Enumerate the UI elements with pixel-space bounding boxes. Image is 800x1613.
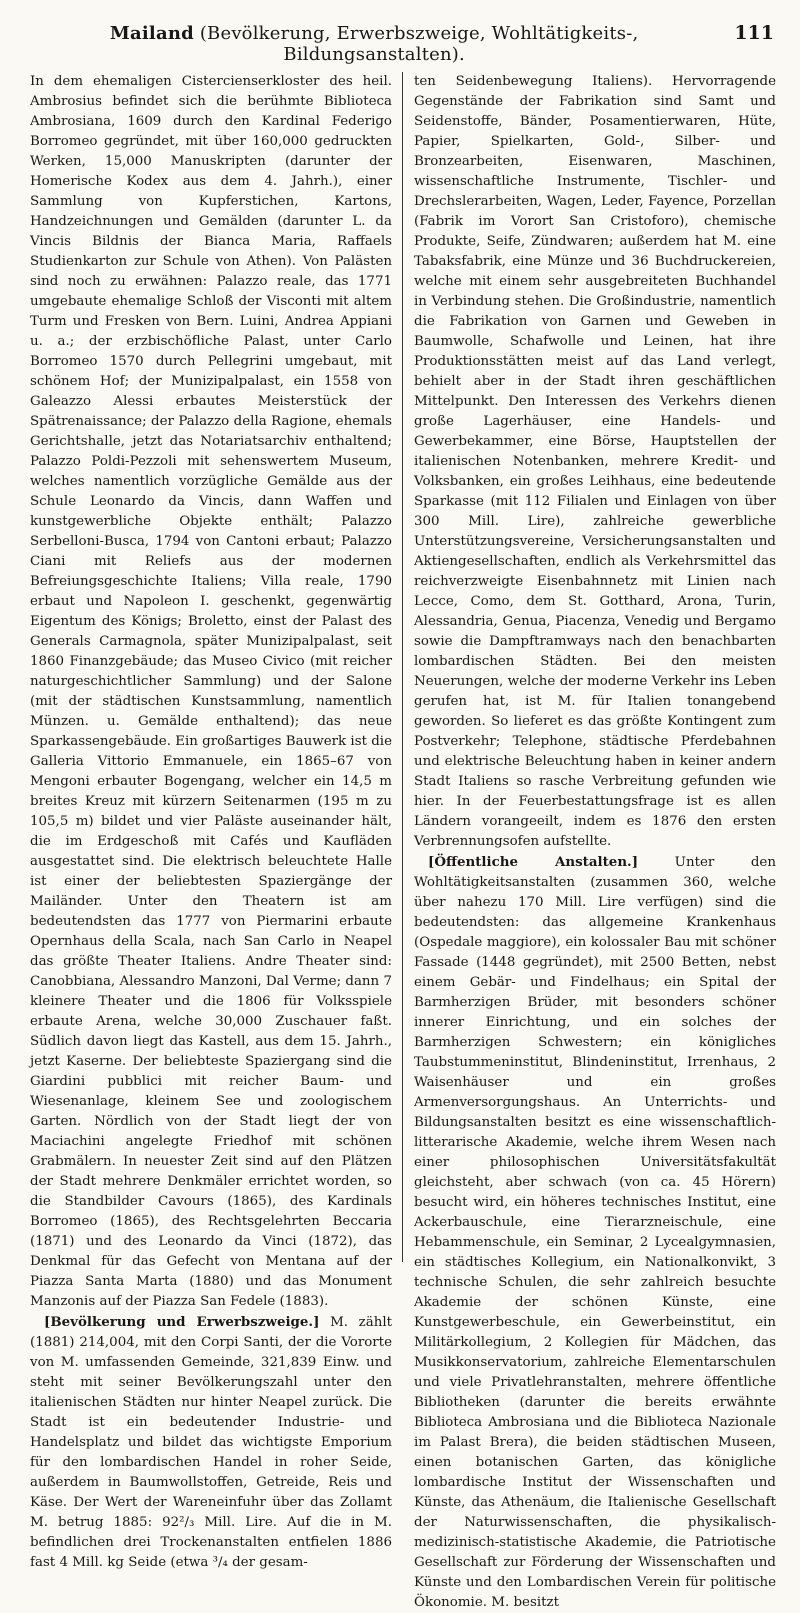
header-city: Mailand	[109, 23, 194, 44]
paragraph-population	[30, 1312, 392, 1573]
paragraph-industry: ten Seidenbewegung Italiens). Hervorragende Gegenstände der Fabrikation sind Samt und Seidenstoffe, Bänder, Posamentierwaren, Hüte, Papier, Spielkarten, Gold-, Silber- und Bronzearbeiten, Eisenwaren, Maschinen, wissenschaftliche Instrumente, Tischler- und Drechslerarbeiten, Wagen, Leder, Fayence, Porzellan (Fabrik im Vorort San Cristoforo), chemische Produkte, Seife, Zündwaren; außerdem hat M. eine Tabaksfabrik, eine Münze und 36 Buchdruckereien, welche mit einem sehr ausgebreiteten Buchhandel in Verbindung stehen. Die Großindustrie, namentlich die Fabrikation von Garnen und Geweben in Baumwolle, Schafwolle und Leinen, hat ihre Produktionsstätten meist auf das Land verlegt, behielt aber in der Stadt ihren geschäftlichen Mittelpunkt. Den Interessen des Verkehrs dienen große Lagerhäuser, eine Handels- und Gewerbekammer, eine Börse, Hauptstellen der italienischen Notenbanken, mehrere Kredit- und Volksbanken, ein großes Leihhaus, eine bedeutende Sparkasse (mit 112 Filialen und Einlagen von über 300 Mill. Lire), zahlreiche gewerbliche Unterstützungsvereine, Versicherungsanstalten und Aktiengesellschaften, endlich als Verkehrsmittel das reichverzweigte Eisenbahnnetz mit Linien nach Lecce, Como, dem St. Gotthard, Arona, Turin, Alessandria, Genua, Piacenza, Venedig und Bergamo sowie die Dampftramways nach den benachbarten lombardischen Städten. Bei den meisten Neuerungen, welche der moderne Verkehr ins Leben gerufen hat, ist M. für Italien tonangebend geworden. So lieferet es das größte Kontingent zum Postverkehr; Telephone, städtische Pferdebahnen und elektrische Beleuchtung haben in keiner andern Stadt Italiens so rasche Verbreitung gefunden wie hier. In der Feuerbestattungsfrage ist es allen Ländern vorangeeilt, indem es 1876 den ersten Verbrennungsofen aufstellte.	[414, 74, 776, 849]
page-number: 111	[734, 22, 774, 44]
column-divider	[402, 72, 403, 1262]
running-title	[26, 23, 722, 65]
header-subtitle: (Bevölkerung, Erwerbszweige, Wohltätigkeits-, Bildungsanstalten).	[199, 23, 639, 65]
section-heading-institutions: [Öffentliche Anstalten.]	[428, 854, 639, 870]
left-column	[30, 72, 392, 1570]
running-header	[26, 22, 774, 65]
paragraph-institutions	[414, 852, 776, 1613]
paragraph-institutions-text: Unter den Wohltätigkeitsanstalten (zusammen 360, welche über nahezu 170 Mill. Lire verfügen) sind die bedeutendsten: das allgemeine Krankenhaus (Ospedale maggiore), ein kolossaler Bau mit schöner Fassade (1448 gegründet), mit 2500 Betten, nebst einem Gebär- und Findelhaus; ein Spital der Barmherzigen Brüder, mit besonders schöner innerer Einrichtung, und ein solches der Barmherzigen Schwestern; ein königliches Taubstummeninstitut, Blindeninstitut, Irrenhaus, 2 Waisenhäuser und ein großes Armenversorgungshaus. An Unterrichts- und Bildungsanstalten besitzt es eine wissenschaftlich-litterarische Akademie, welche ihrem Wesen nach einer philosophischen Universitätsfakultät gleichsteht, aber schwach (von ca. 45 Hörern) besucht wird, ein höheres technisches Institut, eine Ackerbauschule, eine Tierarzneischule, eine Hebammenschule, ein Seminar, 2 Lycealgymnasien, ein städtisches Kollegium, ein Nationalkonvikt, 3 technische Schulen, die sehr zahlreich besuchte Akademie der schönen Künste, eine Kunstgewerbeschule, ein Gewerbeinstitut, ein Militärkollegium, 2 Kollegien für Mädchen, das Musikkonservatorium, zahlreiche Elementarschulen und viele Privatlehranstalten, mehrere öffentliche Bibliotheken (darunter die bereits erwähnte Biblioteca Ambrosiana und die Biblioteca Nazionale im Palast Brera), die beiden städtischen Museen, einen botanischen Garten, das königliche lombardische Institut der Wissenschaften und Künste, das Athenäum, die Italienische Gesellschaft der Naturwissenschaften, die physikalisch-medizinisch-statistische Akademie, die Patriotische Gesellschaft zur Förderung der Wissenschaften und Künste und den Lombardischen Verein für politische Ökonomie. M. besitzt	[414, 855, 776, 1610]
right-column	[414, 72, 776, 1610]
section-heading-population: [Bevölkerung und Erwerbszweige.]	[44, 1314, 320, 1330]
paragraph-palaces: In dem ehemaligen Cistercienserkloster des heil. Ambrosius befindet sich die berühmte Biblioteca Ambrosiana, 1609 durch den Kardinal Federigo Borromeo gegründet, mit über 160,000 gedruckten Werken, 15,000 Manuskripten (darunter der Homerische Kodex aus dem 4. Jahrh.), einer Sammlung von Kupferstichen, Kartons, Handzeichnungen und Gemälden (darunter L. da Vincis Bildnis der Bianca Maria, Raffaels Studienkarton zur Schule von Athen). Von Palästen sind noch zu erwähnen: Palazzo reale, das 1771 umgebaute ehemalige Schloß der Visconti mit altem Turm und Fresken von Bern. Luini, Andrea Appiani u. a.; der erzbischöfliche Palast, unter Carlo Borromeo 1570 durch Pellegrini umgebaut, mit schönem Hof; der Munizipalpalast, ein 1558 von Galeazzo Alessi erbautes Meisterstück der Spätrenaissance; der Palazzo della Ragione, ehemals Gerichtshalle, jetzt das Notariatsarchiv enthaltend; Palazzo Poldi-Pezzoli mit sehenswertem Museum, welches namentlich vorzügliche Gemälde aus der Schule Leonardo da Vincis, dann Waffen und kunstgewerbliche Objekte enthält; Palazzo Serbelloni-Busca, 1794 von Cantoni erbaut; Palazzo Ciani mit Reliefs aus der modernen Befreiungsgeschichte Italiens; Villa reale, 1790 erbaut und Napoleon I. geschenkt, gegenwärtig Eigentum des Königs; Broletto, einst der Palast des Generals Carmagnola, später Munizipalpalast, seit 1860 Finanzgebäude; das Museo Civico (mit reicher naturgeschichtlicher Sammlung) und der Salone (mit der städtischen Kunstsammlung, namentlich Münzen. u. Gemälde enthaltend); das neue Sparkassengebäude. Ein großartiges Bauwerk ist die Galleria Vittorio Emmanuele, ein 1865–67 von Mengoni erbauter Bogengang, welcher ein 14,5 m breites Kreuz mit kürzern Seitenarmen (195 m zu 105,5 m) bildet und vier Paläste auseinander hält, die im Erdgeschoß mit Cafés und Kaufläden ausgestattet sind. Die elektrisch beleuchtete Halle ist einer der beliebtesten Spaziergänge der Mailänder. Unter den Theatern ist am bedeutendsten das 1777 von Piermarini erbaute Opernhaus della Scala, nach San Carlo in Neapel das größte Theater Italiens. Andre Theater sind: Canobbiana, Alessandro Manzoni, Dal Verme; dann 7 kleinere Theater und die 1806 für Volksspiele erbaute Arena, welche 30,000 Zuschauer faßt. Südlich davon liegt das Kastell, aus dem 15. Jahrh., jetzt Kaserne. Der beliebteste Spaziergang sind die Giardini pubblici mit reicher Baum- und Wiesenanlage, kleinem See und zoologischem Garten. Nördlich von der Stadt liegt der von Maciachini angelegte Friedhof mit schönen Grabmälern. In neuester Zeit sind auf den Plätzen der Stadt mehrere Denkmäler errichtet worden, so die Standbilder Cavours (1865), des Kardinals Borromeo (1865), des Rechtsgelehrten Beccaria (1871) und des Leonardo da Vinci (1872), das Denkmal für das Gefecht von Mentana auf der Piazza Santa Marta (1880) und das Monument Manzonis auf der Piazza San Fedele (1883).	[30, 74, 392, 1309]
paragraph-population-text: M. zählt (1881) 214,004, mit den Corpi Santi, der die Vororte von M. umfassenden Gemeinde, 321,839 Einw. und steht mit seiner Bevölkerungszahl unter den italienischen Städten nur hinter Neapel zurück. Die Stadt ist ein bedeutender Industrie- und Handelsplatz und bildet das wichtigste Emporium für den lombardischen Handel in roher Seide, außerdem in Baumwollstoffen, Getreide, Reis und Käse. Der Wert der Wareneinfuhr über das Zollamt M. betrug 1885: 92²/₃ Mill. Lire. Auf die in M. befindlichen drei Trockenanstalten entfielen 1886 fast 4 Mill. kg Seide (etwa ³/₄ der gesam-	[30, 1315, 392, 1570]
